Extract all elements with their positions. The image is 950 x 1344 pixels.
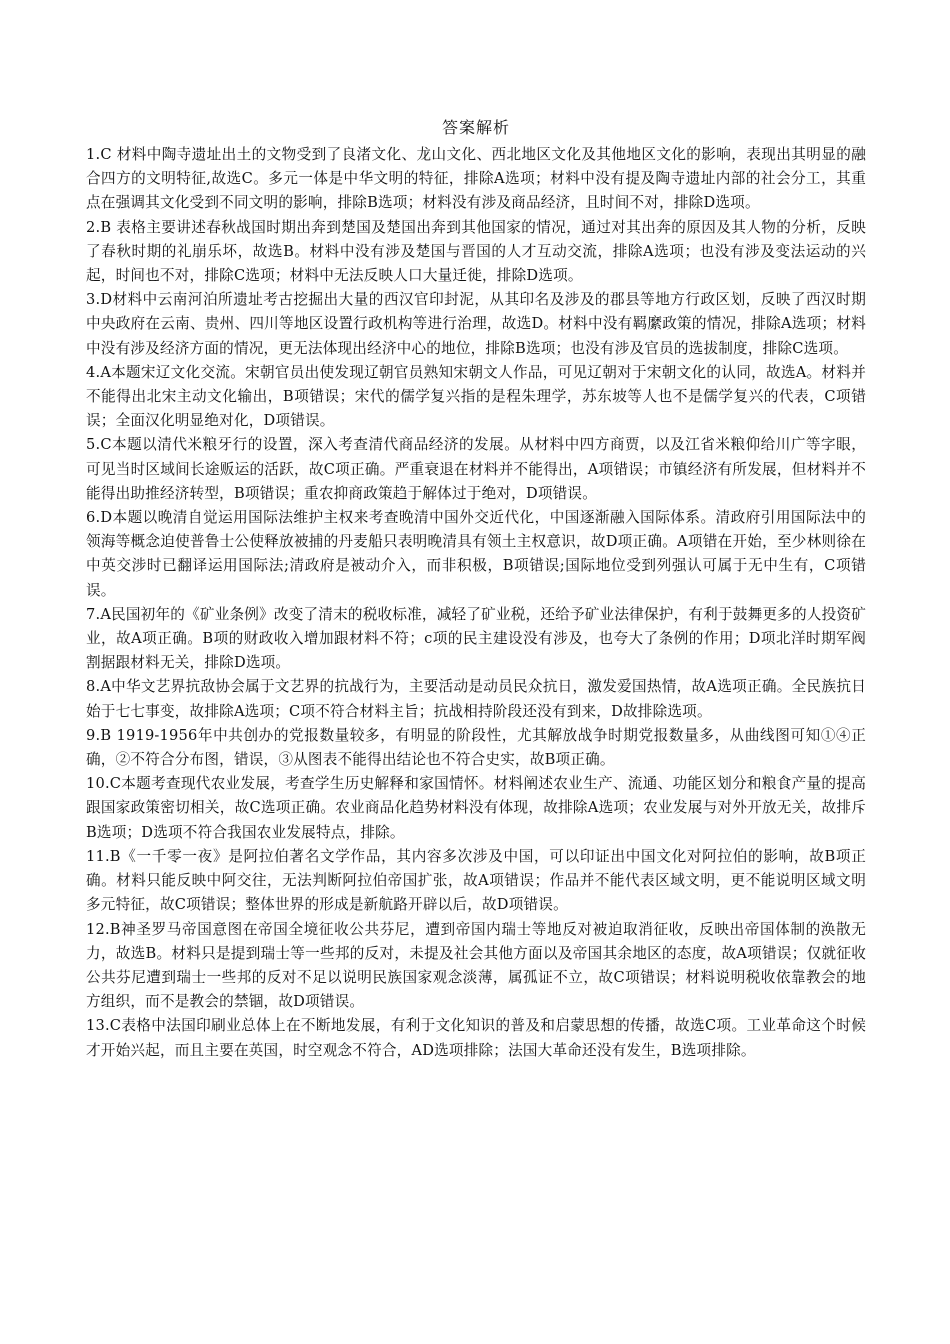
answer-13: 13.C表格中法国印刷业总体上在不断地发展，有利于文化知识的普及和启蒙思想的传播，故选C项。工业革命这个时候才开始兴起，而且主要在英国，时空观念不符合，AD选项排除；法国大革命还没有发生，B选项排除。 bbox=[86, 1017, 866, 1059]
answer-6: 6.D本题以晚清自觉运用国际法维护主权来考查晚清中国外交近代化，中国逐渐融入国际体系。清政府引用国际法中的领海等概念迫使普鲁士公使释放被捕的丹麦船只表明晚清具有领土主权意识，故D项正确。A项错在开始，至少林则徐在中英交涉时已翻译运用国际法;清政府是被动介入，而非积极，B项错误;国际地位受到列强认可属于无中生有，C项错误。 bbox=[86, 509, 866, 599]
answer-12: 12.B神圣罗马帝国意图在帝国全境征收公共芬尼，遭到帝国内瑞士等地反对被迫取消征收，反映出帝国体制的涣散无力，故选B。材料只是提到瑞士等一些邦的反对，未提及社会其他方面以及帝国其余地区的态度，故A项错误；仅就征收公共芬尼遭到瑞士一些邦的反对不足以说明民族国家观念淡薄，属孤证不立，故C项错误；材料说明税收依靠教会的地方组织，而不是教会的禁锢，故D项错误。 bbox=[86, 920, 866, 1011]
answer-3: 3.D材料中云南河泊所遗址考古挖掘出大量的西汉官印封泥，从其印名及涉及的郡县等地方行政区划，反映了西汉时期中央政府在云南、贵州、四川等地区设置行政机构等进行治理，故选D。材料中没有羁縻政策的情况，排除A选项；材料中没有涉及经济方面的情况，更无法体现出经济中心的地位，排除B选项；也没有涉及官员的选拔制度，排除C选项。 bbox=[86, 291, 866, 357]
answer-11: 11.B《一千零一夜》是阿拉伯著名文学作品，其内容多次涉及中国，可以印证出中国文化对阿拉伯的影响，故B项正确。材料只能反映中阿交往，无法判断阿拉伯帝国扩张，故A项错误；作品并不能代表区域文明，更不能说明区域文明多元特征，故C项错误；整体世界的形成是新航路开辟以后，故D项错误。 bbox=[86, 847, 866, 914]
answer-4: 4.A本题宋辽文化交流。宋朝官员出使发现辽朝官员熟知宋朝文人作品，可见辽朝对于宋朝文化的认同，故选A。材料并不能得出北宋主动文化输出，B项错误；宋代的儒学复兴指的是程朱理学，苏东坡等人也不是儒学复兴的代表，C项错误；全面汉化明显绝对化，D项错误。 bbox=[86, 363, 866, 430]
answer-9: 9.B 1919-1956年中共创办的党报数量较多，有明显的阶段性，尤其解放战争时期党报数量多，从曲线图可知①④正确，②不符合分布图，错误，③从图表不能得出结论也不符合史实，故B项正确。 bbox=[86, 726, 866, 769]
answer-8: 8.A中华文艺界抗敌协会属于文艺界的抗战行为，主要活动是动员民众抗日，激发爱国热情，故A选项正确。全民族抗日始于七七事变，故排除A选项；C项不符合材料主旨；抗战相持阶段还没有到来，D故排除选项。 bbox=[86, 678, 866, 720]
answer-5: 5.C本题以清代米粮牙行的设置，深入考查清代商品经济的发展。从材料中四方商贾，以及江省米粮仰给川广等字眼，可见当时区域间长途贩运的活跃，故C项正确。严重衰退在材料并不能得出，A项错误；市镇经济有所发展，但材料并不能得出助推经济转型，B项错误；重农抑商政策趋于解体过于绝对，D项错误。 bbox=[86, 436, 866, 502]
answer-10: 10.C本题考查现代农业发展，考查学生历史解释和家国情怀。材料阐述农业生产、流通、功能区划分和粮食产量的提高跟国家政策密切相关，故C选项正确。农业商品化趋势材料没有体现，故排除A选项；农业发展与对外开放无关，故排斥B选项；D选项不符合我国农业发展特点，排除。 bbox=[86, 775, 866, 841]
page-title: 答案解析 bbox=[441, 118, 510, 137]
answer-7: 7.A民国初年的《矿业条例》改变了清末的税收标准，减轻了矿业税，还给予矿业法律保护，有利于鼓舞更多的人投资矿业，故A项正确。B项的财政收入增加跟材料不符；c项的民主建设没有涉及，也夸大了条例的作用；D项北洋时期军阀割据跟材料无关，排除D选项。 bbox=[86, 605, 866, 672]
answer-document bbox=[86, 116, 866, 1063]
answer-1: 1.C 材料中陶寺遗址出土的文物受到了良渚文化、龙山文化、西北地区文化及其他地区文化的影响，表现出其明显的融合四方的文明特征,故选C。多元一体是中华文明的特征，排除A选项；材料中没有提及陶寺遗址内部的社会分工，其重点在强调其文化受到不同文明的影响，排除B选项；材料没有涉及商品经济，且时间不对，排除D选项。 bbox=[86, 146, 866, 212]
answer-2: 2.B 表格主要讲述春秋战国时期出奔到楚国及楚国出奔到其他国家的情况，通过对其出奔的原因及其人物的分析，反映了春秋时期的礼崩乐坏，故选B。材料中没有涉及楚国与晋国的人才互动交流，排除A选项；也没有涉及变法运动的兴起，时间也不对，排除C选项；材料中无法反映人口大量迁徙，排除D选项。 bbox=[86, 218, 866, 285]
